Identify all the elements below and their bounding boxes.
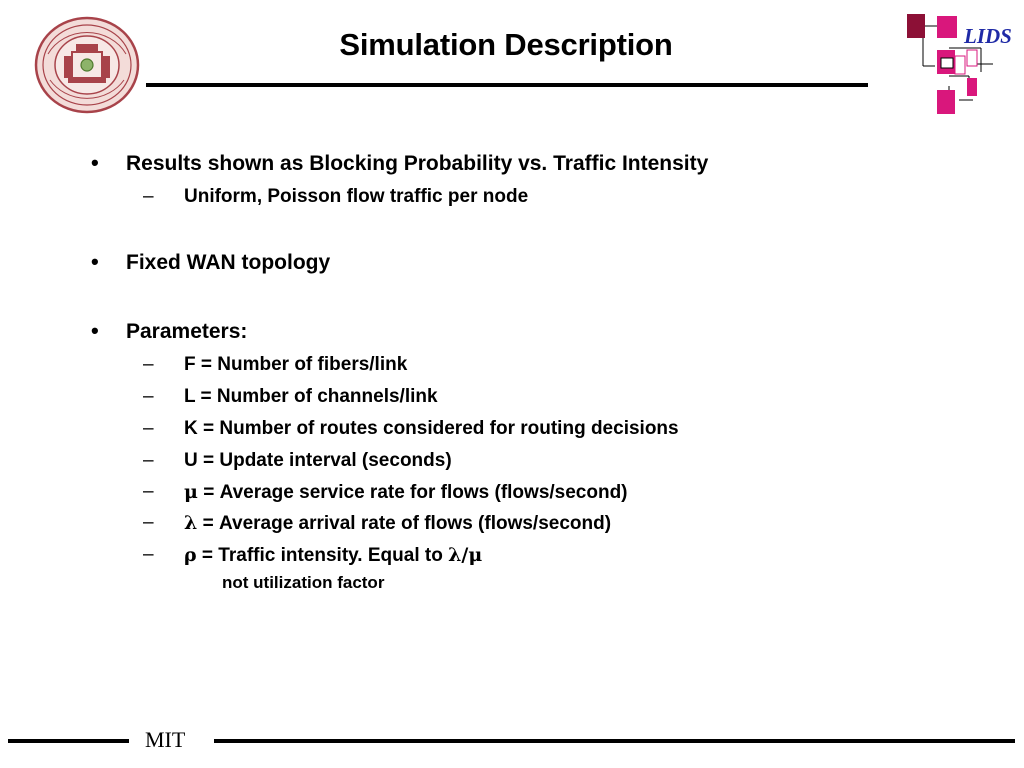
param-k: – K = Number of routes considered for routing decisions [184, 418, 679, 440]
sub-bullet-traffic: – Uniform, Poisson flow traffic per node [184, 186, 528, 208]
ratio-symbol: λ/μ [448, 544, 483, 566]
bullet-parameters: • Parameters: [126, 320, 247, 344]
param-f: – F = Number of fibers/link [184, 354, 407, 376]
param-mu [184, 481, 628, 504]
param-rho [184, 544, 482, 567]
lambda-symbol: λ [184, 512, 198, 534]
param-rho-text: = Traffic intensity. Equal to [196, 545, 449, 566]
bullet-topology: • Fixed WAN topology [126, 251, 330, 275]
rho-symbol: ρ [184, 544, 197, 566]
lids-logo [893, 6, 1024, 118]
utilization-note: not utilization factor [222, 573, 385, 592]
lids-logo-text: LIDS [964, 24, 1012, 48]
param-u: – U = Update interval (seconds) [184, 450, 452, 472]
footer-rule-left [8, 739, 129, 743]
page-title: Simulation Description [339, 27, 673, 62]
footer-rule-right [214, 739, 1015, 743]
bullet-results: • Results shown as Blocking Probability vs. Traffic Intensity [126, 152, 708, 176]
param-mu-text: = Average service rate for flows (flows/second) [197, 482, 628, 503]
footer-label: MIT [145, 727, 186, 752]
title-underline [146, 83, 868, 87]
mit-seal-logo [34, 16, 140, 114]
param-lambda-text: = Average arrival rate of flows (flows/second) [197, 513, 612, 534]
param-lambda [184, 512, 611, 535]
param-l: – L = Number of channels/link [184, 386, 438, 408]
mu-symbol: μ [184, 481, 198, 503]
